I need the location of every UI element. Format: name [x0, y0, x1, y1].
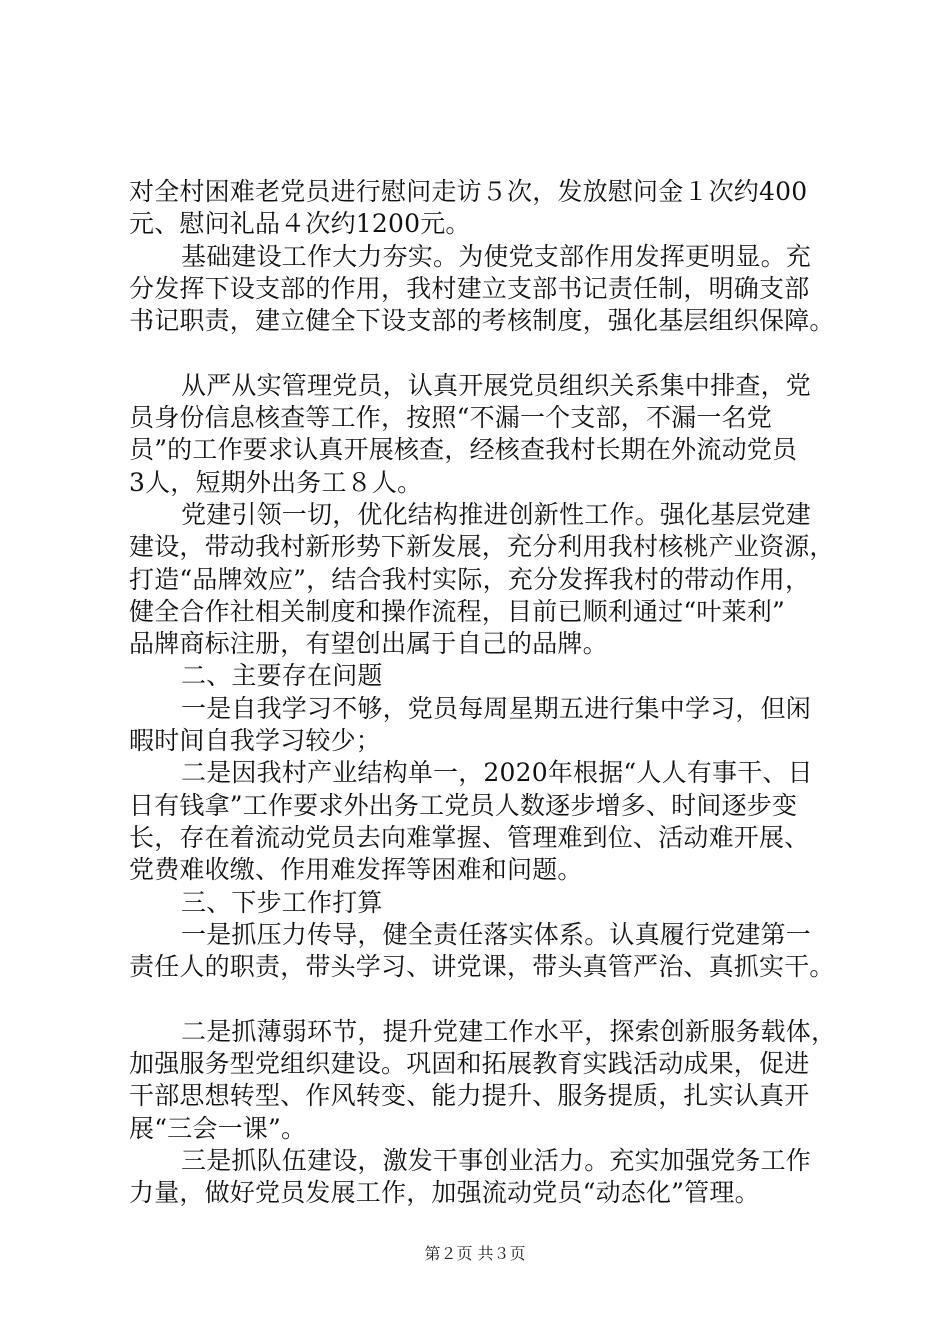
text-line: 品牌商标注册，有望创出属于自己的品牌。 — [129, 629, 608, 659]
text-line: 展“三会一课”。 — [129, 1113, 307, 1143]
text-line: 党建引领一切，优化结构推进创新性工作。强化基层党建 — [181, 499, 812, 529]
text-line: 元、慰问礼品４次约1200元。 — [129, 209, 471, 239]
text-line: 基础建设工作大力夯实。为使党支部作用发挥更明显。充 — [181, 241, 812, 271]
text-line: 责任人的职责，带头学习、讲党课，带头真管严治、真抓实干。 — [129, 952, 835, 982]
text-line: 党费难收缴、作用难发挥等困难和问题。 — [129, 855, 583, 885]
document-body — [129, 176, 859, 1210]
text-line: 二是抓薄弱环节，提升党建工作水平，探索创新服务载体， — [181, 1016, 837, 1046]
text-line: 三、下步工作打算 — [181, 887, 383, 917]
blank-line — [129, 983, 859, 1015]
text-line: 从严从实管理党员，认真开展党员组织关系集中排查，党 — [181, 370, 812, 400]
text-line: 三是抓队伍建设，激发干事创业活力。充实加强党务工作 — [181, 1145, 812, 1175]
text-line: 二是因我村产业结构单一，2020年根据“人人有事干、日 — [181, 758, 813, 788]
text-line: 加强服务型党组织建设。巩固和拓展教育实践活动成果，促进 — [129, 1049, 810, 1079]
text-line: 分发挥下设支部的作用，我村建立支部书记责任制，明确支部 — [129, 273, 810, 303]
text-line: 干部思想转型、作风转变、能力提升、服务提质，扎实认真开 — [129, 1081, 810, 1111]
text-line: 书记职责，建立健全下设支部的考核制度，强化基层组织保障。 — [129, 306, 835, 336]
text-line: 打造“品牌效应”，结合我村实际，充分发挥我村的带动作用， — [129, 564, 811, 594]
page-footer: 第２页 共３页 — [424, 1244, 526, 1263]
text-line: 对全村困难老党员进行慰问走访５次，发放慰问金１次约400 — [129, 177, 808, 206]
text-line: 二、主要存在问题 — [181, 661, 383, 691]
text-line: 员”的工作要求认真开展核查，经核查我村长期在外流动党员 — [129, 435, 798, 465]
text-line: 一是抓压力传导，健全责任落实体系。认真履行党建第一 — [181, 919, 812, 949]
text-line: 3人，短期外出务工８人。 — [129, 467, 423, 497]
text-line: 日有钱拿”工作要求外出务工党员人数逐步增多、时间逐步变 — [129, 790, 798, 820]
text-line: 长，存在着流动党员去向难掌握、管理难到位、活动难开展、 — [129, 822, 810, 852]
text-line: 暇时间自我学习较少； — [129, 726, 382, 756]
text-line: 员身份信息核查等工作，按照“不漏一个支部，不漏一名党 — [129, 403, 772, 433]
text-line: 力量，做好党员发展工作，加强流动党员“动态化”管理。 — [129, 1178, 760, 1208]
blank-line — [129, 337, 859, 369]
text-line: 建设，带动我村新形势下新发展，充分利用我村核桃产业资源， — [129, 532, 835, 562]
text-line: 健全合作社相关制度和操作流程，目前已顺利通过“叶莱利” — [129, 596, 785, 626]
text-line: 一是自我学习不够，党员每周星期五进行集中学习，但闲 — [181, 693, 812, 723]
